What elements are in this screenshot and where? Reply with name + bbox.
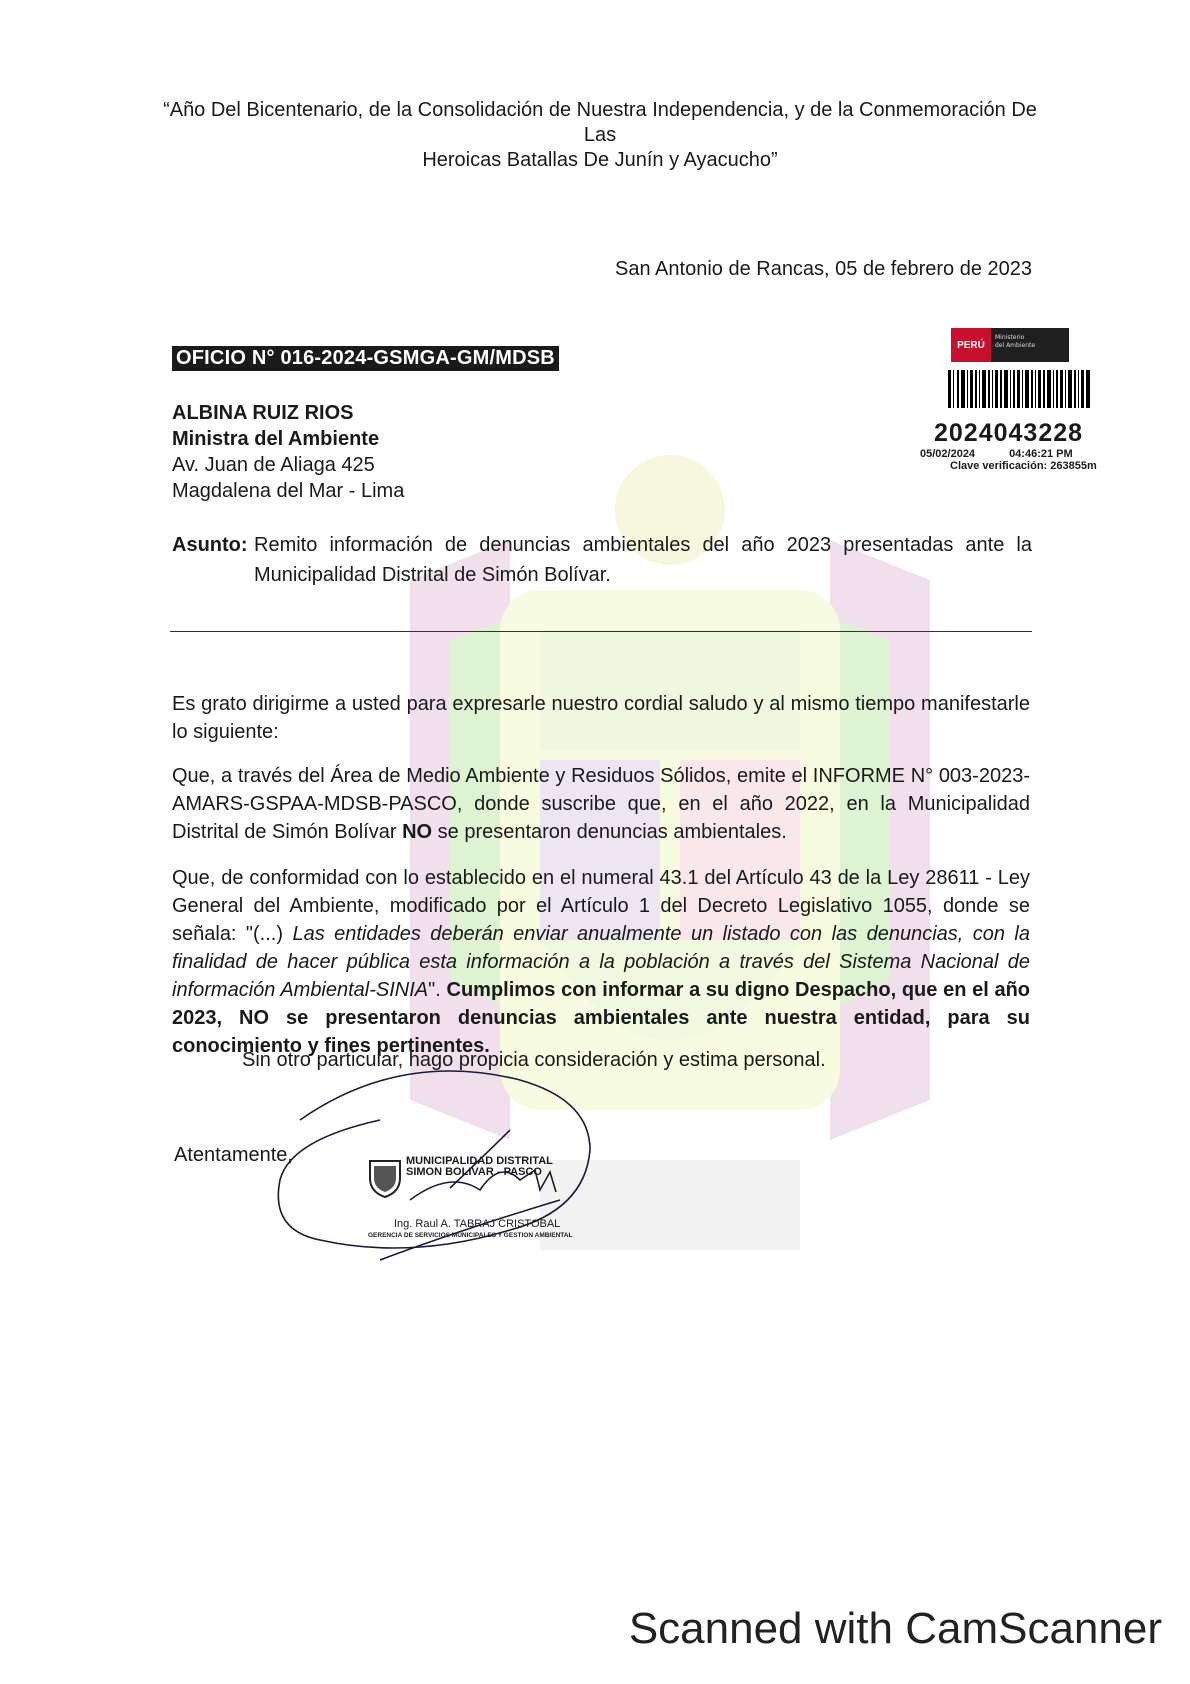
motto-line-1: “Año Del Bicentenario, de la Consolidación de Nuestra Independencia, y de la Conmemoración De Las: [163, 99, 1037, 146]
subject-block: [172, 530, 1032, 590]
paragraph-ley: Que, de conformidad con lo establecido en el numeral 43.1 del Artículo 43 de la Ley 28611 - Ley General del Ambiente, modificado por el Artículo 1 del Decreto Legislativo 1055, donde se señala: "(...) Las entidades deberán enviar anualmente un listado con las denuncias, con la finalidad de hacer pública esta información a la población a través del Sistema Nacional de información Ambiental-SINIA". Cumplimos con informar a su digno Despacho, que en el año 2023, NO se presentaron denuncias ambientales ante nuestra entidad, para su conocimiento y fines pertinentes.: [172, 867, 1031, 1057]
closing-text: Atentamente,: [174, 1144, 293, 1166]
date-line: San Antonio de Rancas, 05 de febrero de 2023: [615, 258, 1032, 280]
stamp-date: 05/02/2024: [920, 448, 976, 460]
recipient-block: [172, 400, 404, 504]
recipient-name: ALBINA RUIZ RIOS: [172, 402, 354, 424]
recipient-address-2: Magdalena del Mar - Lima: [172, 480, 405, 502]
paragraph-farewell: Sin otro particular, hago propicia consideración y estima personal.: [242, 1049, 826, 1071]
handwritten-signature: [260, 1060, 620, 1300]
barcode-icon: [948, 370, 1090, 408]
registration-number: 2024043228: [934, 419, 1084, 447]
paragraph-greeting: Es grato dirigirme a usted para expresarle nuestro cordial saludo y al mismo tiempo manifestarle lo siguiente:: [172, 693, 1030, 743]
paragraph-informe: Que, a través del Área de Medio Ambiente y Residuos Sólidos, emite el INFORME N° 003-2023-AMARS-GSPAA-MDSB-PASCO, donde suscribe que, en el año 2022, en la Municipalidad Distrital de Simón Bolívar NO se presentaron denuncias ambientales.: [172, 765, 1030, 843]
subject-label: Asunto:: [172, 534, 248, 556]
recipient-title: Ministra del Ambiente: [172, 428, 380, 450]
header-motto: [150, 98, 1050, 173]
seal-text: MUNICIPALIDAD DISTRITAL SIMON BOLIVAR - PASCO: [406, 1155, 553, 1178]
stamp-time: 04:46:21 PM: [1009, 448, 1073, 460]
verification-key: Clave verificación: 263855m: [950, 460, 1097, 472]
camscanner-watermark: Scanned with CamScanner: [628, 1604, 1162, 1653]
signer-office: GERENCIA DE SERVICIOS MUNICIPALES Y GESTION AMBIENTAL: [368, 1232, 573, 1239]
reception-stamp: [920, 328, 1135, 472]
signer-name: Ing. Raul A. TABRAJ CRISTOBAL: [394, 1218, 561, 1230]
ministry-logo-text: Ministerio del Ambiente: [991, 328, 1069, 362]
oficio-number: OFICIO N° 016-2024-GSMGA-GM/MDSB: [172, 346, 559, 371]
peru-logo-mark: PERÚ: [951, 328, 991, 362]
ministry-logo: [951, 328, 1069, 362]
divider: [170, 631, 1032, 632]
subject-text: Remito información de denuncias ambientales del año 2023 presentadas ante la Municipalidad Distrital de Simón Bolívar.: [254, 534, 1032, 586]
stamp-datetime: [920, 448, 1120, 460]
recipient-address-1: Av. Juan de Aliaga 425: [172, 454, 375, 476]
motto-line-2: Heroicas Batallas De Junín y Ayacucho”: [422, 149, 778, 171]
